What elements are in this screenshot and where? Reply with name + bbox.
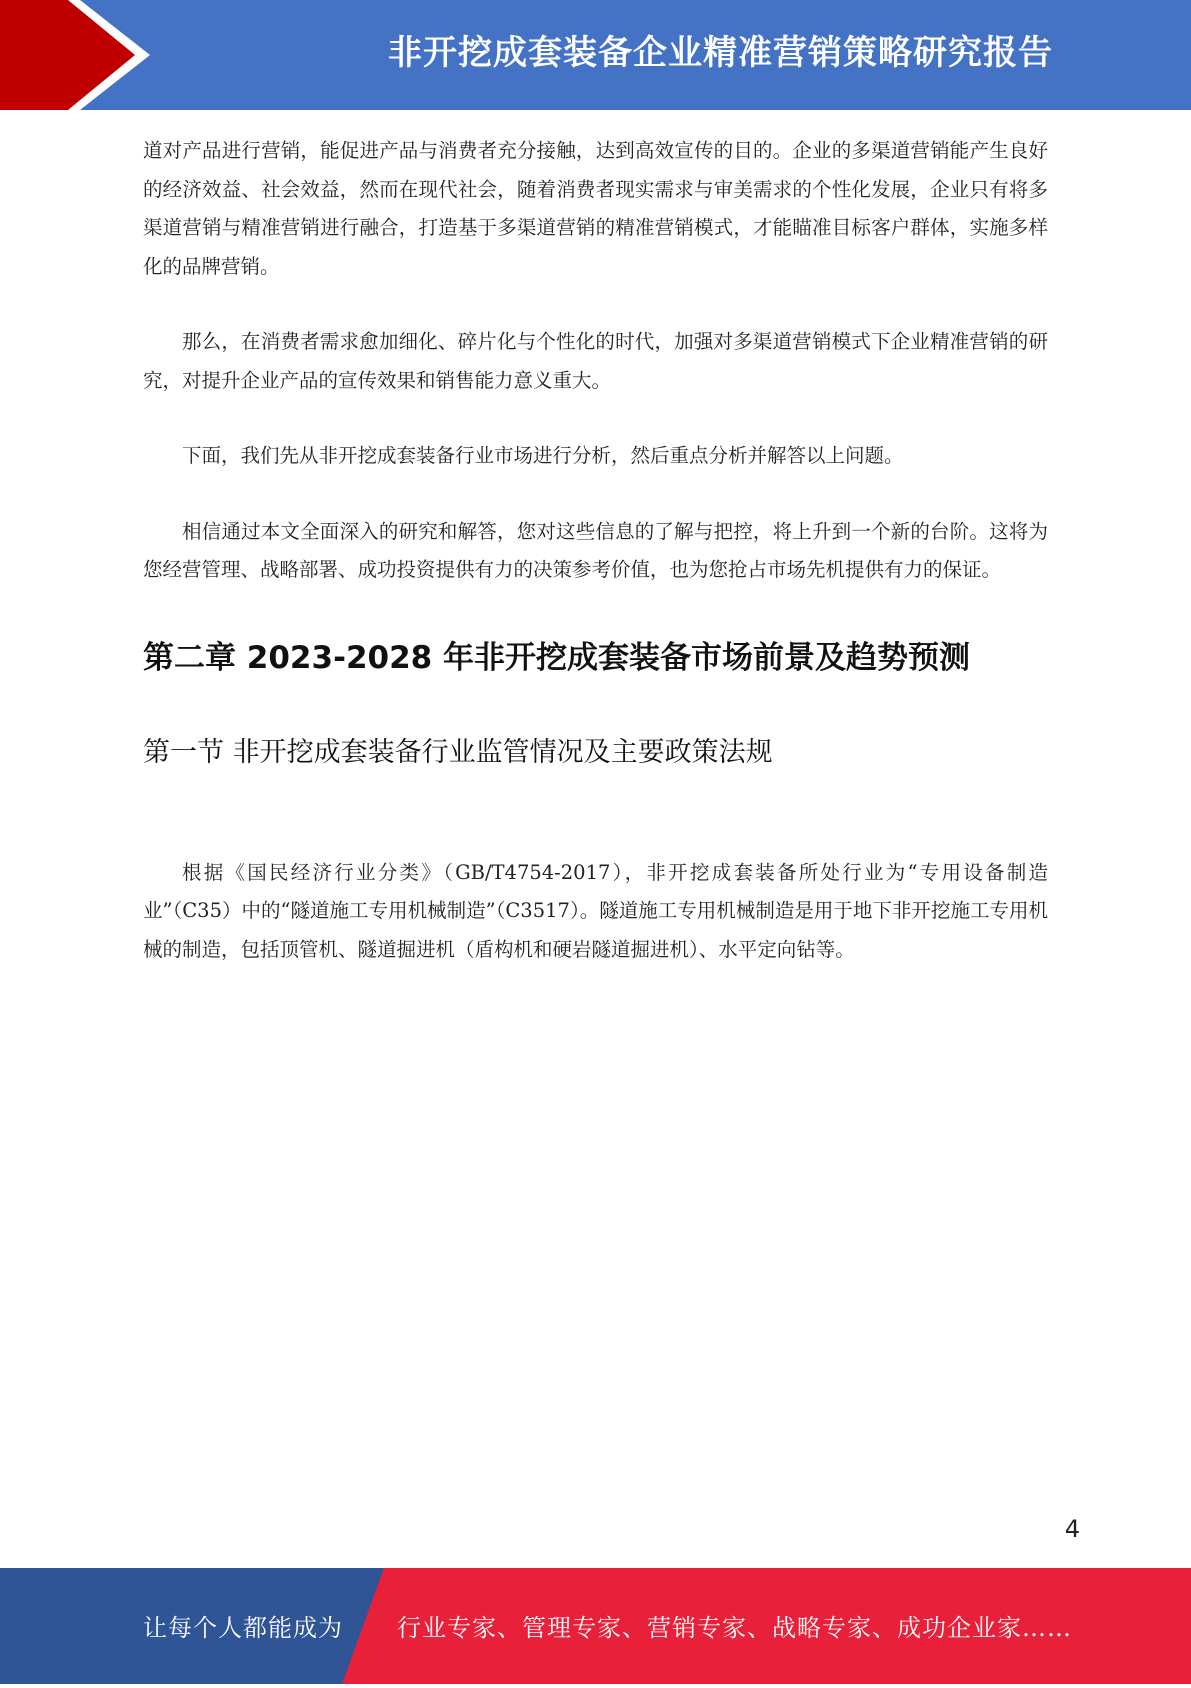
page-number: 4 — [1064, 1515, 1080, 1543]
footer-band — [0, 1568, 1191, 1684]
footer-slogan-right: 行业专家、管理专家、营销专家、战略专家、成功企业家…… — [397, 1614, 1072, 1642]
page-content — [143, 132, 1048, 1006]
paragraph-intro-4: 相信通过本文全面深入的研究和解答，您对这些信息的了解与把控，将上升到一个新的台阶。这将为您经营管理、战略部署、成功投资提供有力的决策参考价值，也为您抢占市场先机提供有力的保证。 — [143, 519, 1048, 581]
footer-slogan-left: 让每个人都能成为 — [143, 1614, 343, 1642]
section-title: 第一节 非开挖成套装备行业监管情况及主要政策法规 — [143, 736, 773, 768]
chevron-arrow-icon — [0, 0, 160, 110]
paragraph-section-1: 根据《国民经济行业分类》（GB/T4754-2017），非开挖成套装备所处行业为“专用设备制造业”（C35）中的“隧道施工专用机械制造”（C3517）。隧道施工专用机械制造是用于地下非开挖施工专用机械的制造，包括顶管机、隧道掘进机（盾构机和硬岩隧道掘进机）、水平定向钻等。 — [143, 860, 1048, 961]
header-band — [0, 0, 1191, 110]
paragraph-intro-1: 道对产品进行营销，能促进产品与消费者充分接触，达到高效宣传的目的。企业的多渠道营销能产生良好的经济效益、社会效益，然而在现代社会，随着消费者现实需求与审美需求的个性化发展，企业只有将多渠道营销与精准营销进行融合，打造基于多渠道营销的精准营销模式，才能瞄准目标客户群体，实施多样化的品牌营销。 — [143, 139, 1048, 278]
paragraph-intro-2: 那么，在消费者需求愈加细化、碎片化与个性化的时代，加强对多渠道营销模式下企业精准营销的研究，对提升企业产品的宣传效果和销售能力意义重大。 — [143, 330, 1048, 392]
paragraph-intro-3: 下面，我们先从非开挖成套装备行业市场进行分析，然后重点分析并解答以上问题。 — [182, 444, 904, 467]
chapter-title: 第二章 2023-2028 年非开挖成套装备市场前景及趋势预测 — [143, 639, 971, 676]
report-title: 非开挖成套装备企业精准营销策略研究报告 — [388, 33, 1053, 73]
